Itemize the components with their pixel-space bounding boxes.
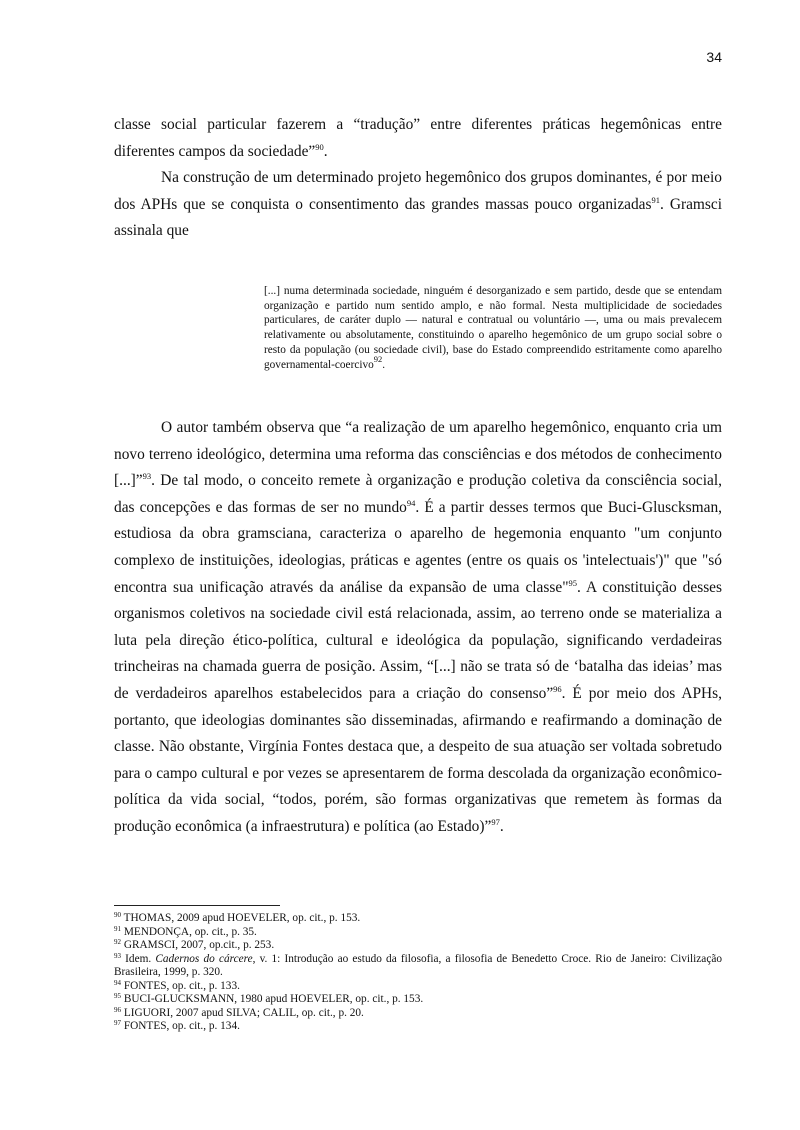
footnote-95: $^{95}$ BUCI-GLUCKSMANN, 1980 apud HOEVELER, op. cit., p. 153.	[114, 992, 424, 1005]
book-title: Cadernos do cárcere	[155, 952, 253, 965]
footnote-96: $^{96}$ LIGUORI, 2007 apud SILVA; CALIL, op. cit., p. 20.	[114, 1005, 364, 1019]
footnote-ref-92[interactable]: 92	[373, 353, 383, 364]
block-quote: [...] numa determinada sociedade, ninguém é desorganizado e sem partido, desde que se entendam organização e partido num sentido amplo, e não formal. Nesta multiplicidade de sociedades particulares, de caráter duplo — natural e contratual ou voluntário —, uma ou mais prevalecem relativamente ou absolutamente, constituindo o aparelho hegemônico de um grupo social sobre o resto da população (ou sociedade civil), base do Estado compreendido estritamente como aparelho governamental-coercivo$^{92}$.	[264, 285, 722, 371]
body-text-main	[114, 415, 722, 841]
footnote-ref-95[interactable]: 95	[568, 577, 577, 588]
footnote-separator	[114, 905, 280, 906]
footnote-90: $^{90}$ THOMAS, 2009 apud HOEVELER, op. cit., p. 153.	[114, 911, 361, 924]
paragraph-1: classe social particular fazerem a “tradução” entre diferentes práticas hegemônicas entre diferentes campos da sociedade”$^{90}$.	[114, 116, 722, 160]
paragraph-1-text: classe social particular fazerem a “tradução” entre diferentes práticas hegemônicas entre diferentes campos da sociedade”	[114, 116, 722, 160]
paragraph-2: Na construção de um determinado projeto hegemônico dos grupos dominantes, é por meio dos APHs que se conquista o consentimento das grandes massas pouco organizadas$^{91}$. Gramsci assinala que	[114, 169, 722, 240]
page-number: 34	[706, 49, 722, 65]
footnote-ref-93[interactable]: 93	[142, 471, 152, 482]
footnote-ref-97[interactable]: 97	[491, 816, 500, 827]
block-quote-text: [...] numa determinada sociedade, ninguém é desorganizado e sem partido, desde que se entendam organização e partido num sentido amplo, e não formal. Nesta multiplicidade de sociedades particulares, de caráter duplo — natural e contratual ou voluntário —, uma ou mais prevalecem relativamente ou absolutamente, constituindo o aparelho hegemônico de um grupo social sobre o resto da população (ou sociedade civil), base do Estado compreendido estritamente como aparelho governamental-coercivo	[264, 285, 722, 371]
footnote-ref-94[interactable]: 94	[406, 497, 416, 508]
body-text-top	[114, 112, 722, 245]
footnote-94: $^{94}$ FONTES, op. cit., p. 133.	[114, 978, 240, 992]
paragraph-2-text: Na construção de um determinado projeto hegemônico dos grupos dominantes, é por meio dos APHs que se conquista o consentimento das grandes massas pouco organizadas	[114, 169, 722, 213]
paragraph-3: O autor também observa que “a realização de um aparelho hegemônico, enquanto cria um novo terreno ideológico, determina uma reforma das consciências e dos métodos de conhecimento [...]”$^{93}$. De tal modo, o conceito remete à organização e produção coletiva da consciência social, das concepções e das formas de ser no mundo$^{94}$. É a partir desses termos que Buci-Gluscksman, estudiosa da obra gramsciana, caracteriza o aparelho de hegemonia enquanto "um conjunto complexo de instituições, ideologias, práticas e agentes (entre os quais os 'intelectuais')" que "só encontra sua unificação através da análise da expansão de uma classe"$^{95}$. A constituição desses organismos coletivos na sociedade civil está relacionada, assim, ao terreno onde se materializa a luta pela direção ético-política, cultural e ideológica da população, significando verdadeiras trincheiras na chamada guerra de posição. Assim, “[...] não se trata só de ‘batalha das ideias’ mas de verdadeiros aparelhos estabelecidos para a criação do consenso”$^{96}$. É por meio dos APHs, portanto, que ideologias dominantes são disseminadas, afirmando e reafirmando a dominação de classe. Não obstante, Virgínia Fontes destaca que, a despeito de sua atuação ser voltada sobretudo para o campo cultural e por vezes se apresentarem de forma descolada da organização econômico-política da vida social, “todos, porém, são formas organizativas que remetem às formas da produção econômica (a infraestrutura) e política (ao Estado)”$^{97}$.	[114, 419, 723, 835]
footnote-ref-96[interactable]: 96	[553, 683, 562, 694]
footnote-91: $^{91}$ MENDONÇA, op. cit., p. 35.	[114, 924, 257, 938]
footnote-92: $^{92}$ GRAMSCI, 2007, op.cit., p. 253.	[114, 938, 275, 951]
footnote-97: $^{97}$ FONTES, op. cit., p. 134.	[114, 1019, 240, 1032]
footnote-ref-90[interactable]: 90	[315, 141, 324, 152]
footnote-93: $^{93}$ Idem. Cadernos do cárcere, v. 1: Introdução ao estudo da filosofia, a filosofia de Benedetto Croce. Rio de Janeiro: Civilização Brasileira, 1999, p. 320.	[114, 951, 722, 978]
footnote-ref-91[interactable]: 91	[651, 194, 661, 205]
footnotes	[114, 912, 722, 1034]
